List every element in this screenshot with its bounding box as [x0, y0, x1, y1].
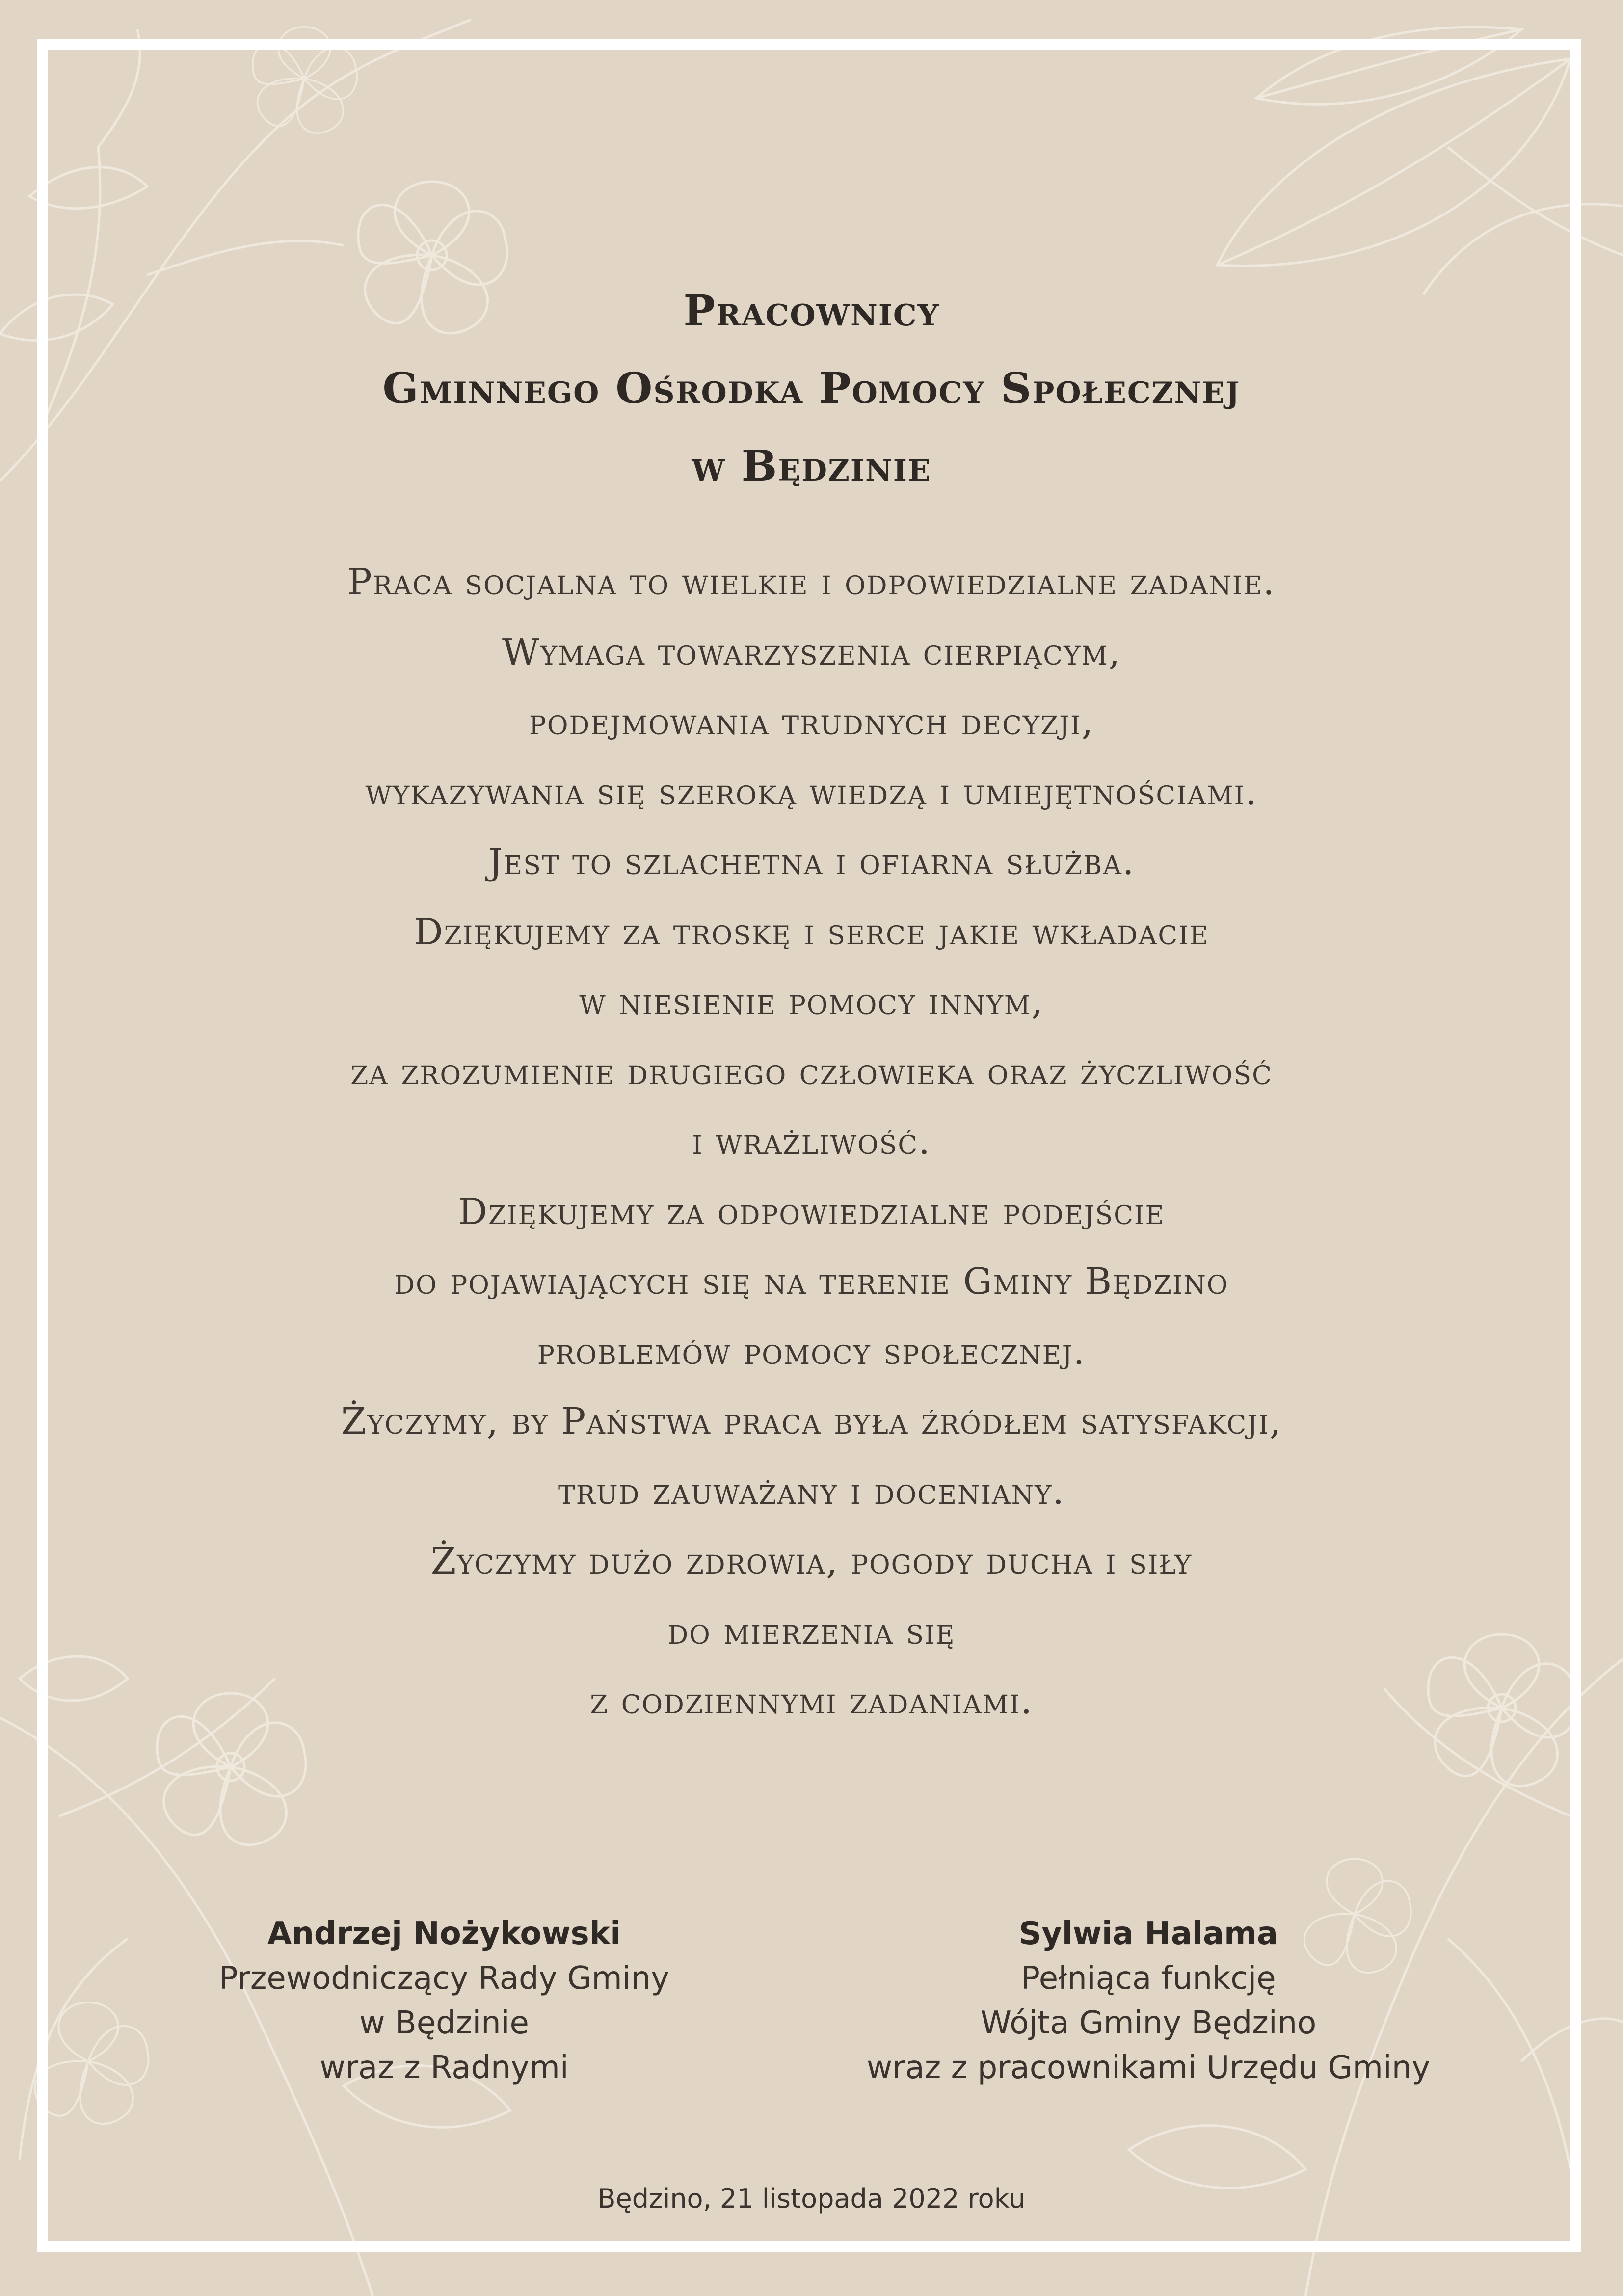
body-line: Życzymy dużo zdrowia, pogody ducha i siły: [430, 1540, 1193, 1582]
body-line: Życzymy, by Państwa praca była źródłem satysfakcji,: [341, 1400, 1282, 1442]
body-line: Praca socjalna to wielkie i odpowiedzialne zadanie.: [347, 561, 1276, 603]
heading-line-1: Pracownicy: [683, 286, 940, 336]
signatory-title: Pełniąca funkcję: [1021, 1960, 1276, 1997]
dedication-text: [0, 547, 1623, 1736]
body-line: do mierzenia się: [667, 1610, 956, 1653]
body-line: Wymaga towarzyszenia cierpiącym,: [502, 631, 1121, 673]
body-line: problemów pomocy społecznej.: [537, 1330, 1086, 1373]
body-line: wykazywania się szeroką wiedzą i umiejętnościami.: [365, 771, 1258, 813]
body-line: i wrażliwość.: [692, 1121, 931, 1163]
body-line: Jest to szlachetna i ofiarna służba.: [488, 841, 1135, 883]
heading-line-3: w Będzinie: [692, 441, 931, 491]
signatory-title: Przewodniczący Rady Gminy: [219, 1960, 669, 1997]
body-line: z codziennymi zadaniami.: [590, 1680, 1033, 1722]
signature-block-left: [174, 1912, 714, 2090]
document-date: Będzino, 21 listopada 2022 roku: [597, 2183, 1026, 2214]
body-line: w niesienie pomocy innym,: [579, 981, 1044, 1023]
body-line: Dziękujemy za troskę i serce jakie wkładacie: [414, 910, 1209, 953]
body-line: trud zauważany i doceniany.: [558, 1470, 1065, 1513]
signatory-title: Wójta Gminy Będzino: [980, 2005, 1317, 2041]
document-heading: [0, 272, 1623, 505]
signatory-title: wraz z Radnymi: [319, 2050, 569, 2086]
signatory-name: Andrzej Nożykowski: [267, 1916, 621, 1952]
body-line: do pojawiających się na terenie Gminy Będzino: [394, 1260, 1229, 1303]
heading-line-2: Gminnego Ośrodka Pomocy Społecznej: [382, 364, 1241, 413]
body-line: podejmowania trudnych decyzji,: [529, 701, 1094, 743]
signatory-title: w Będzinie: [359, 2005, 529, 2041]
body-line: za zrozumienie drugiego człowieka oraz życzliwość: [350, 1050, 1273, 1093]
signatory-name: Sylwia Halama: [1018, 1916, 1278, 1952]
body-line: Dziękujemy za odpowiedzialne podejście: [458, 1190, 1165, 1233]
signatory-title: wraz z pracownikami Urzędu Gminy: [866, 2050, 1431, 2086]
signature-block-right: [825, 1912, 1472, 2090]
